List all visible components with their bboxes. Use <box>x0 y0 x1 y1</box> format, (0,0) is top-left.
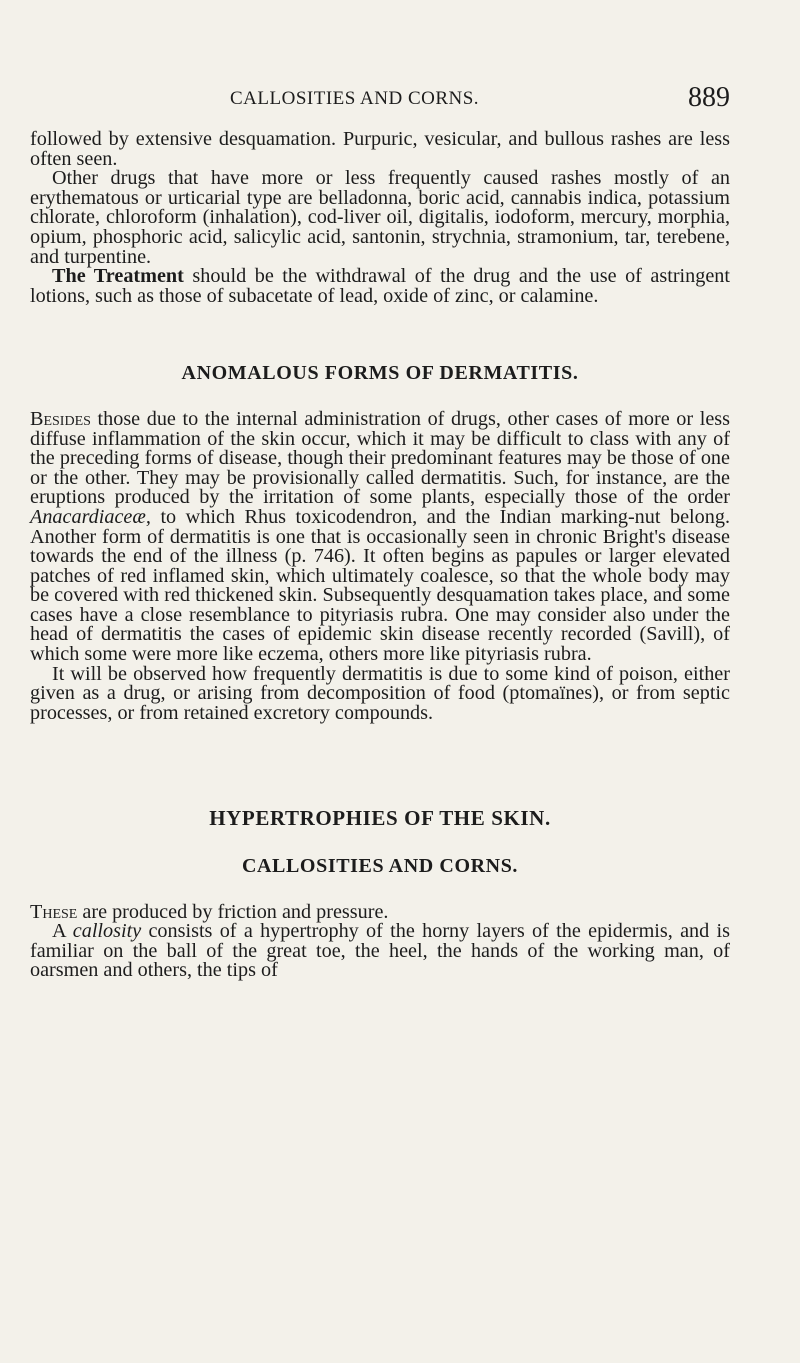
these-text: are produced by friction and pressure. <box>77 900 389 923</box>
section-heading-hypertrophies: HYPERTROPHIES OF THE SKIN. <box>209 806 551 831</box>
these-lead: These <box>30 900 78 923</box>
paragraph-treatment <box>30 267 730 306</box>
paragraph-poison: It will be observed how frequently dermatitis is due to some kind of poison, either given as a drug, or arising from decomposition of food (ptomaïnes), or from septic processes, or from retained excretory compounds. <box>30 662 730 724</box>
callosity-text-b: consists of a hypertrophy of the horny layers of the epidermis, and is familiar on the ball of the great toe, the heel, the hands of the working man, of oarsmen and others, the tips of <box>30 920 730 982</box>
subheading-callosities: CALLOSITIES AND CORNS. <box>241 855 519 878</box>
paragraph-continuation: followed by extensive desquamation. Purpuric, vesicular, and bullous rashes are less often seen. <box>30 128 730 170</box>
besides-text-b: to which Rhus toxicodendron, and the Indian marking-nut belong. Another form of dermatitis is one that is occasionally seen in chronic Bright's disease towards the end of the illness (p. 746). It often begins as papules or larger elevated patches of red inflamed skin, which ultimately coalesce, so that the whole body may be covered with red thickened skin. Subsequently desquamation takes place, and some cases have a close resemblance to pityriasis rubra. One may consider also under the head of dermatitis the cases of epidemic skin disease recently recorded (Savill), of which some were more like eczema, others more like pityriasis rubra. <box>30 505 730 666</box>
callosity-italic: callosity <box>72 920 142 943</box>
body-text <box>30 130 730 981</box>
callosity-text-a: A <box>52 920 73 943</box>
page-header <box>30 82 730 118</box>
paragraph-besides <box>30 407 730 666</box>
besides-text-a: those due to the internal administration of drugs, other cases of more or less diffuse inflammation of the skin occur, which it may be difficult to class with any of the preceding forms of disease, though their predominant features may be those of one or the other. They may be provisionally called dermatitis. Such, for instance, are the eruptions produced by the irritation of some plants, especially those of the order <box>30 407 730 509</box>
page-number: 889 <box>688 82 730 113</box>
paragraph-other-drugs: Other drugs that have more or less frequently caused rashes mostly of an erythematous or urticarial type are belladonna, boric acid, cannabis indica, potassium chlorate, chloroform (inhalation), cod-liver oil, digitalis, iodoform, mercury, morphia, opium, phosphoric acid, salicylic acid, santonin, strychnia, stramonium, tar, terebene, and turpentine. <box>30 167 730 268</box>
treatment-text: should be the withdrawal of the drug and the use of astringent lotions, such as those of subacetate of lead, oxide of zinc, or calamine. <box>30 265 731 307</box>
treatment-lead: The Treatment <box>52 265 184 288</box>
besides-lead: Besides <box>30 407 91 430</box>
running-head: CALLOSITIES AND CORNS. <box>230 88 480 109</box>
paragraph-callosity <box>30 922 730 981</box>
section-heading-anomalous: ANOMALOUS FORMS OF DERMATITIS. <box>181 362 579 385</box>
besides-italic: Anacardiaceæ, <box>30 505 151 528</box>
